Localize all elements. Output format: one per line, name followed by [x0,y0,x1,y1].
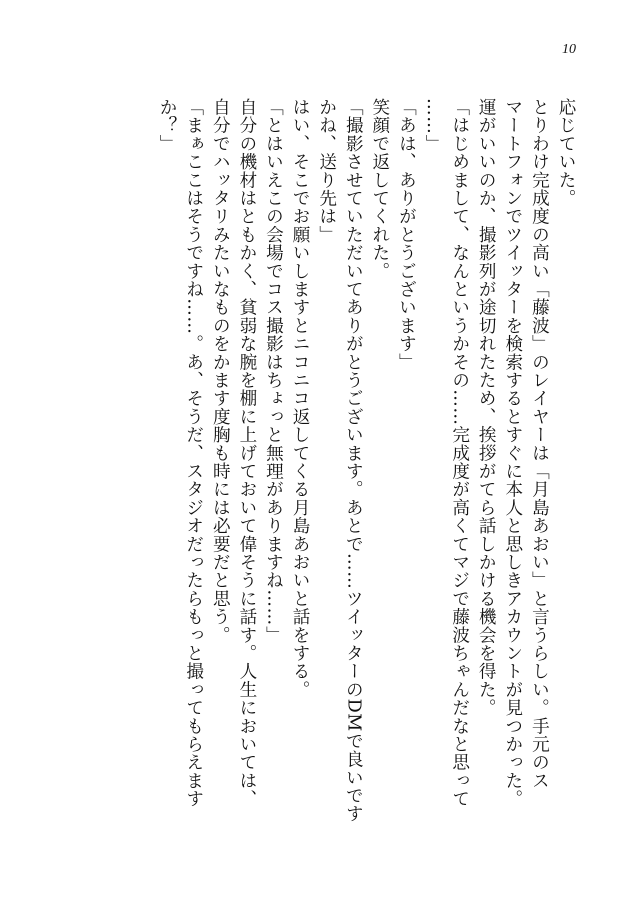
text-line: 「とはいえこの会場でコス撮影はちょっと無理がありますね……」 [263,98,284,644]
text-line: か？」 [157,98,178,153]
text-line: 「はじめまして、なんというかその……完成度が高くてマジで藤波ちゃんだなと思って [449,98,470,808]
text-line: とりわけ完成度の高い「藤波」のレイヤーは「月島あおい」と言うらしい。手元のス [529,98,550,790]
text-line: 応じていた。 [556,98,576,208]
text-line: マートフォンでツイッターを検索するとすぐに本人と思しきアカウントが見つかった。 [502,98,523,808]
text-line: 笑顔で返してくれた。 [369,98,390,280]
text-line: 「あは、ありがとうございます」 [396,98,417,371]
text-line: 「まぁここはそうですね……。あ、そうだ、スタジオだったらもっと撮ってもらえます [183,98,204,808]
text-line: ……」 [423,98,444,153]
text-line: 運がいいのか、撮影列が途切れたため、挨拶がてら話しかける機会を得た。 [476,98,497,717]
text-line: 「撮影させていただいてありがとうございます。あとで……ツイッターのDMで良いです [343,98,364,823]
text-line: 自分でハッタリみたいなものをかます度胸も時には必要だと思う。 [210,98,231,644]
text-line: はい、そこでお願いしますとニコニコ返してくる月島あおいと話をする。 [290,98,311,699]
text-line: かね、送り先は」 [316,98,337,244]
text-line: 自分の機材はともかく、貧弱な腕を棚に上げておいて偉そうに話す。人生においては、 [236,98,257,808]
page-number: 10 [562,42,576,57]
vertical-text-body [154,98,580,858]
